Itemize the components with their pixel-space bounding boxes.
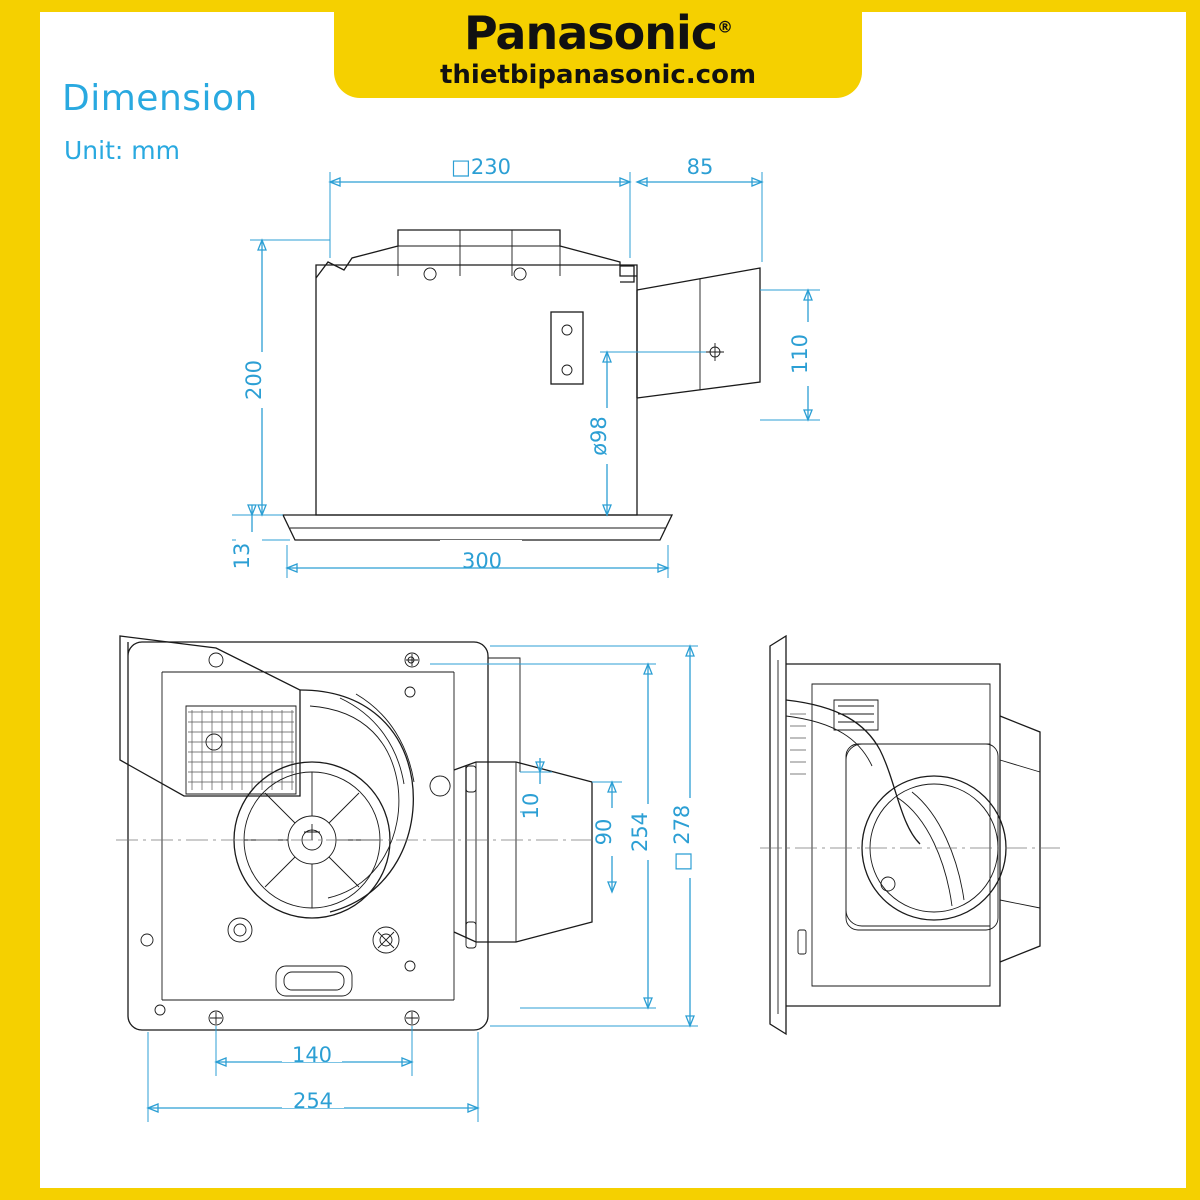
view-top-plan <box>116 636 704 1122</box>
dim-label-10: 10 <box>519 792 543 820</box>
dim-label-140: 140 <box>291 1043 333 1067</box>
unit-label: Unit: mm <box>64 136 180 165</box>
dim-label-278: □ 278 <box>670 804 694 872</box>
dim-label-13: 13 <box>230 542 254 570</box>
dim-label-dia98: 110 <box>788 333 812 375</box>
dim-label-90: 90 <box>592 818 616 846</box>
dim-label-230: □230 <box>451 155 511 179</box>
dim-label-254-vertical: 254 <box>628 811 652 853</box>
dim-label-300: 300 <box>461 549 503 573</box>
dim-label-200: 200 <box>242 359 266 401</box>
dim-label-110: ø98 <box>587 416 611 456</box>
brand-website: thietbipanasonic.com <box>439 60 757 90</box>
view-front <box>760 636 1060 1034</box>
dim-label-254-horizontal: 254 <box>292 1089 334 1113</box>
brand-name-text: Panasonic <box>463 6 718 60</box>
dim-label-85: 85 <box>686 155 714 179</box>
page-title: Dimension <box>62 78 258 119</box>
registered-mark: ® <box>717 17 733 37</box>
view-side-elevation <box>230 152 824 578</box>
